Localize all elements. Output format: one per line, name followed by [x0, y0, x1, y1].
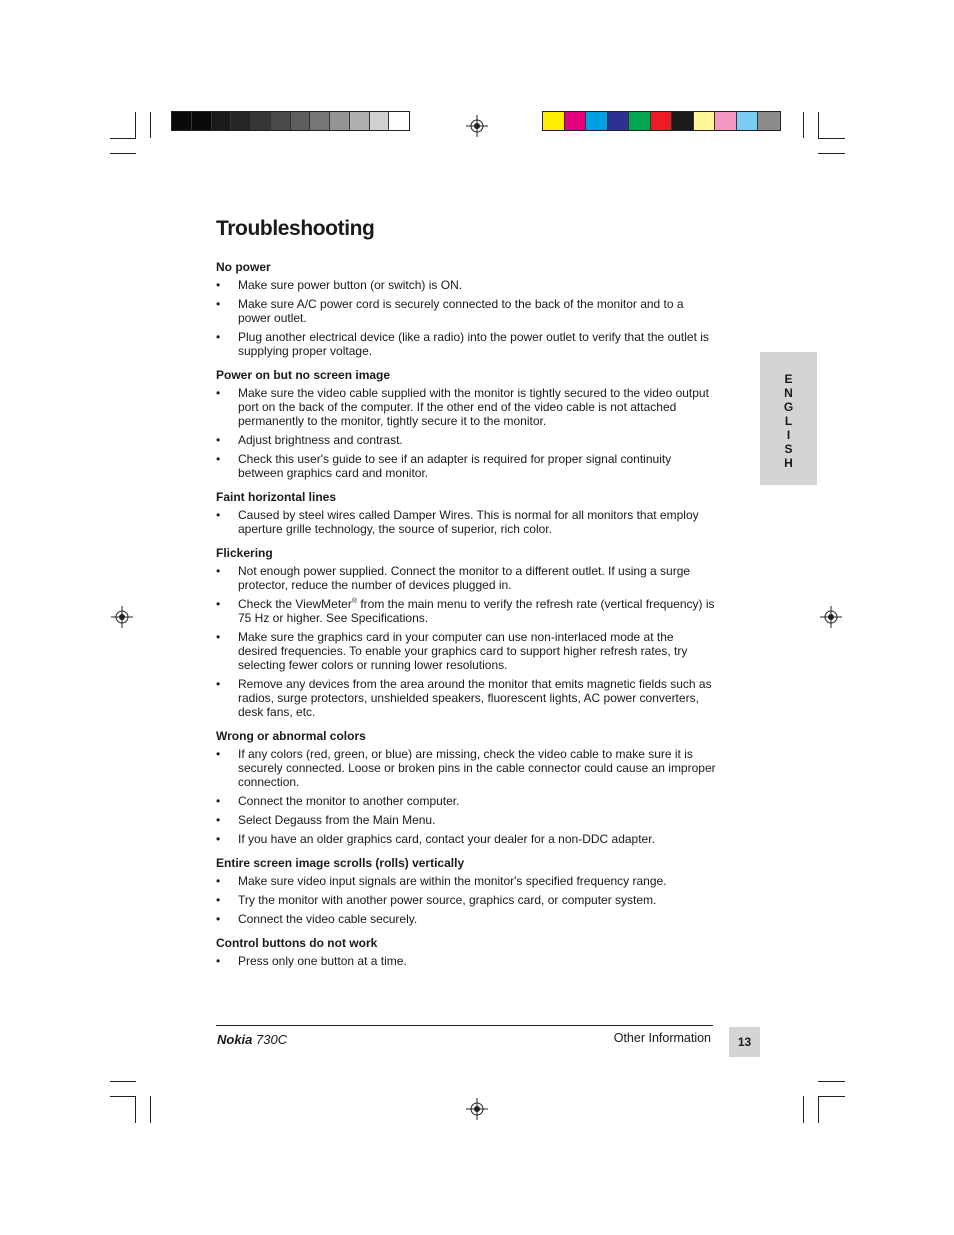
list-item	[216, 508, 716, 536]
list-item	[216, 954, 716, 968]
troubleshooting-content	[216, 216, 716, 973]
list-item	[216, 893, 716, 907]
list-item-text: Make sure power button (or switch) is ON.	[238, 278, 463, 292]
list-item	[216, 677, 716, 719]
troubleshooting-section	[216, 729, 716, 846]
color-swatch	[543, 112, 565, 130]
list-item	[216, 278, 716, 292]
list-item-text: Try the monitor with another power source, graphics card, or computer system.	[238, 893, 657, 907]
footer-rule	[216, 1025, 713, 1026]
list-item-text-continued: from the main menu to verify the refresh rate (vertical frequency) is 75 Hz or higher. See Specifications.	[238, 597, 715, 625]
language-tab-letter: H	[784, 456, 793, 470]
color-swatch	[608, 112, 630, 130]
registration-target-right-icon	[820, 606, 842, 628]
list-item-text: If any colors (red, green, or blue) are missing, check the video cable to make sure it is securely connected. Loose or broken pins in the cable connector could cause an improper connection.	[238, 747, 716, 789]
troubleshooting-section	[216, 490, 716, 536]
gray-swatch	[291, 112, 311, 130]
gray-swatch	[231, 112, 251, 130]
list-item-text: Connect the video cable securely.	[238, 912, 418, 926]
registered-mark: ®	[351, 598, 358, 605]
list-item-text: Select Degauss from the Main Menu.	[238, 813, 436, 827]
list-item	[216, 630, 716, 672]
list-item	[216, 813, 716, 827]
gray-swatch	[330, 112, 350, 130]
list-item-text: Remove any devices from the area around the monitor that emits magnetic fields such as radios, surge protectors, unshielded speakers, fluorescent lights, AC power converters, desk fans, etc.	[238, 677, 712, 719]
section-heading: Power on but no screen image	[216, 368, 391, 382]
registration-target-top-icon	[466, 115, 488, 137]
section-heading: Flickering	[216, 546, 273, 560]
troubleshooting-section	[216, 368, 716, 480]
footer-brand	[217, 1032, 287, 1047]
color-swatch	[758, 112, 780, 130]
page-number: 13	[729, 1027, 760, 1057]
troubleshooting-section	[216, 856, 716, 926]
list-item-text: Adjust brightness and contrast.	[238, 433, 403, 447]
list-item	[216, 794, 716, 808]
gray-swatch	[350, 112, 370, 130]
color-swatch	[629, 112, 651, 130]
grayscale-calibration-bar	[171, 111, 410, 131]
list-item	[216, 874, 716, 888]
color-calibration-bar	[542, 111, 781, 131]
gray-swatch	[192, 112, 212, 130]
language-tab-letter: I	[786, 428, 791, 442]
list-item	[216, 832, 716, 846]
list-item	[216, 747, 716, 789]
color-swatch	[672, 112, 694, 130]
list-item-text: Make sure A/C power cord is securely connected to the back of the monitor and to a power outlet.	[238, 297, 684, 325]
list-item-text: Check the ViewMeter	[238, 597, 352, 611]
gray-swatch	[271, 112, 291, 130]
troubleshooting-section	[216, 260, 716, 358]
troubleshooting-section	[216, 936, 716, 968]
list-item	[216, 912, 716, 926]
footer-section-title: Other Information	[613, 1031, 711, 1045]
bullet-list	[216, 386, 716, 480]
gray-swatch	[212, 112, 232, 130]
color-swatch	[737, 112, 759, 130]
bullet-list	[216, 747, 716, 846]
section-heading: Faint horizontal lines	[216, 490, 337, 504]
bullet-list	[216, 874, 716, 926]
list-item-text: Press only one button at a time.	[238, 954, 407, 968]
footer-brand-name: Nokia	[217, 1032, 253, 1047]
color-swatch	[715, 112, 737, 130]
list-item	[216, 386, 716, 428]
section-heading: Control buttons do not work	[216, 936, 378, 950]
language-tab	[760, 352, 817, 485]
list-item-text: Make sure the graphics card in your computer can use non-interlaced mode at the desired frequencies. To enable your graphics card to support higher refresh rates, try selecting fewer colors or running lower resolutions.	[238, 630, 688, 672]
footer-model: 730C	[256, 1032, 288, 1047]
list-item-text: Connect the monitor to another computer.	[238, 794, 460, 808]
bullet-list	[216, 278, 716, 358]
registration-target-left-icon	[111, 606, 133, 628]
color-swatch	[694, 112, 716, 130]
list-item-text: Make sure the video cable supplied with the monitor is tightly secured to the video output port on the back of the computer. If the other end of the video cable is not attached permanently to the monitor, tightly secure it to the monitor.	[238, 386, 709, 428]
section-heading: Entire screen image scrolls (rolls) vertically	[216, 856, 465, 870]
gray-swatch	[251, 112, 271, 130]
section-heading: Wrong or abnormal colors	[216, 729, 366, 743]
troubleshooting-sections	[216, 260, 716, 968]
troubleshooting-section	[216, 546, 716, 719]
gray-swatch	[389, 112, 409, 130]
list-item	[216, 452, 716, 480]
list-item-text: Caused by steel wires called Damper Wires. This is normal for all monitors that employ aperture grille technology, the source of superior, rich color.	[238, 508, 699, 536]
list-item	[216, 597, 716, 625]
gray-swatch	[310, 112, 330, 130]
list-item-text: If you have an older graphics card, contact your dealer for a non-DDC adapter.	[238, 832, 655, 846]
bullet-list	[216, 954, 716, 968]
gray-swatch	[370, 112, 390, 130]
list-item	[216, 564, 716, 592]
language-tab-letter: G	[783, 400, 794, 414]
language-tab-letter: N	[784, 386, 793, 400]
registration-target-bottom-icon	[466, 1098, 488, 1120]
language-tab-letters	[760, 372, 817, 470]
color-swatch	[565, 112, 587, 130]
list-item-text: Plug another electrical device (like a radio) into the power outlet to verify that the outlet is supplying proper voltage.	[238, 330, 709, 358]
color-swatch	[586, 112, 608, 130]
page-title: Troubleshooting	[216, 217, 375, 240]
section-heading: No power	[216, 260, 271, 274]
list-item	[216, 433, 716, 447]
language-tab-letter: S	[784, 442, 793, 456]
bullet-list	[216, 508, 716, 536]
list-item-text: Make sure video input signals are within the monitor's specified frequency range.	[238, 874, 667, 888]
list-item-text: Check this user's guide to see if an adapter is required for proper signal continuity between graphics card and monitor.	[238, 452, 672, 480]
language-tab-letter: L	[784, 414, 793, 428]
language-tab-letter: E	[784, 372, 793, 386]
bullet-list	[216, 564, 716, 719]
list-item-text: Not enough power supplied. Connect the monitor to a different outlet. If using a surge protector, reduce the number of devices plugged in.	[238, 564, 691, 592]
list-item	[216, 297, 716, 325]
list-item	[216, 330, 716, 358]
color-swatch	[651, 112, 673, 130]
gray-swatch	[172, 112, 192, 130]
